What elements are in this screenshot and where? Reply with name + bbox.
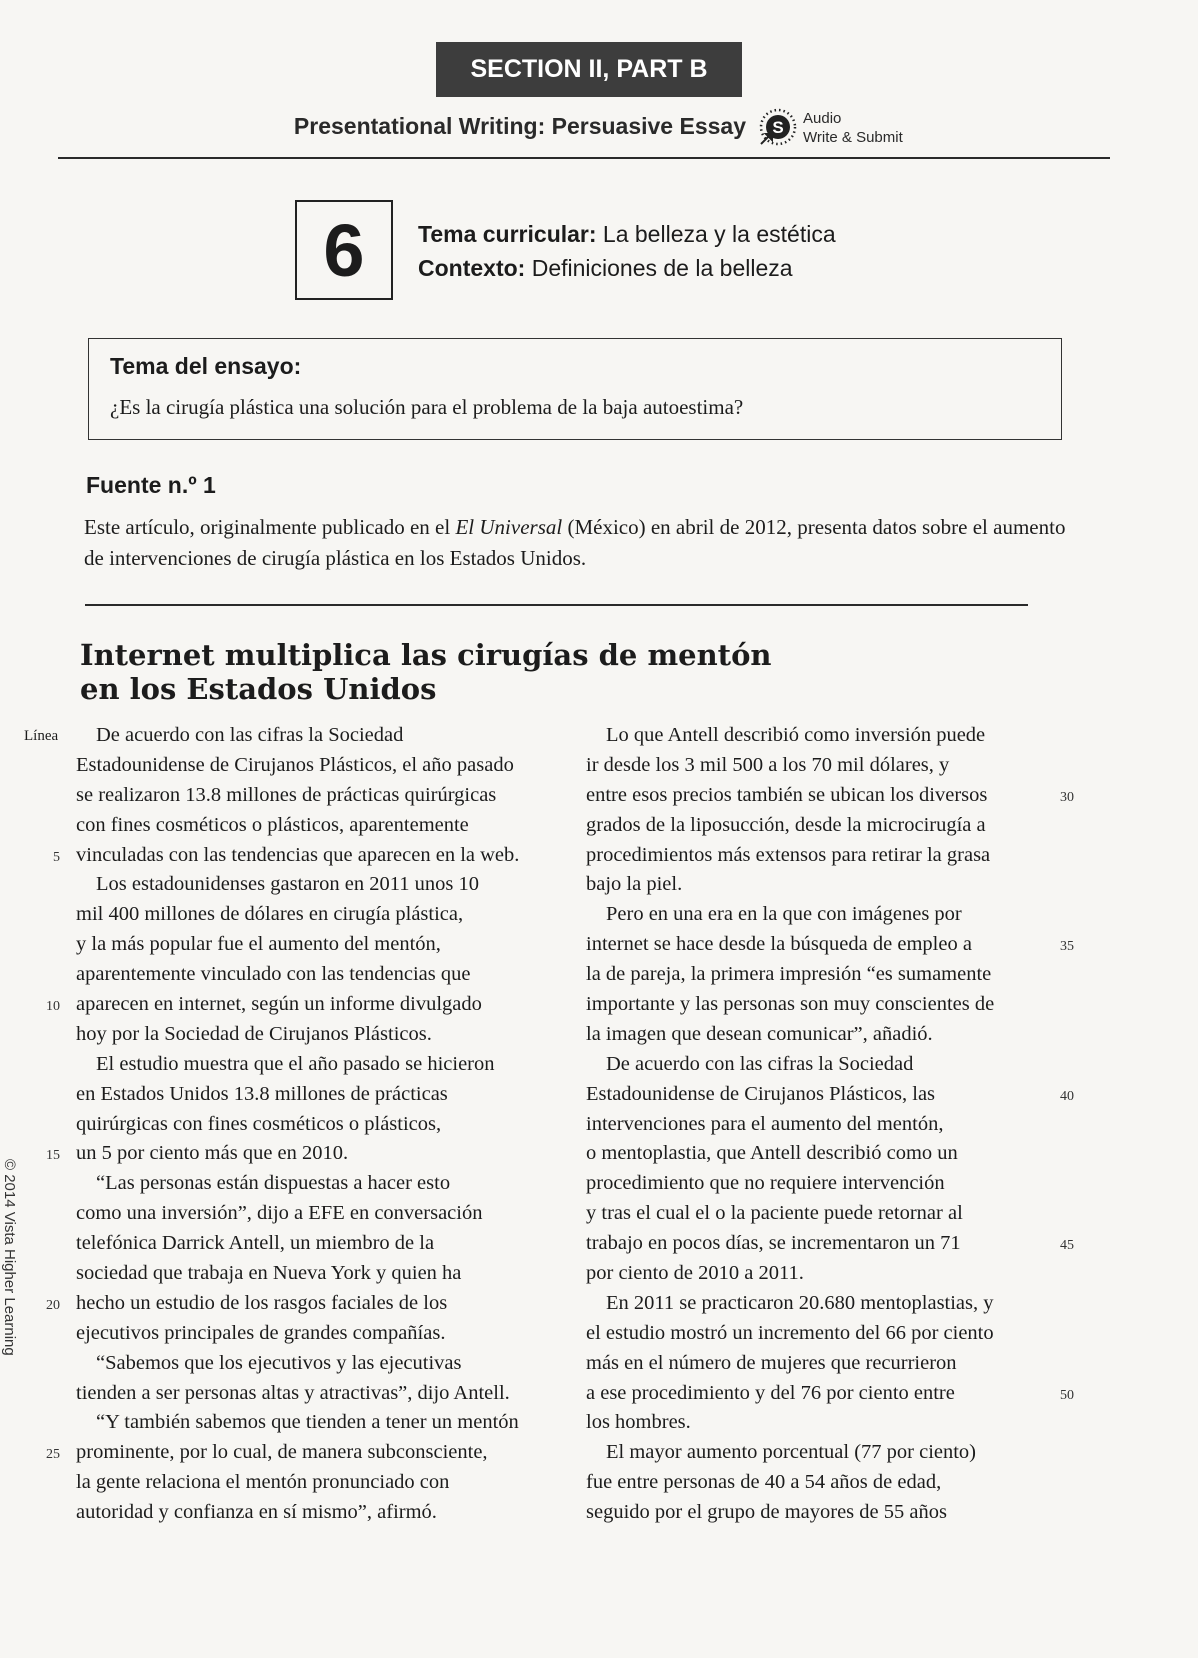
- article-line: [76, 930, 576, 960]
- article-line-text: Estadounidense de Cirujanos Plásticos, el año pasado: [76, 753, 514, 776]
- article-line-text: los hombres.: [586, 1411, 691, 1434]
- write-submit-link[interactable]: Write & Submit: [803, 129, 903, 146]
- article-line-text: prominente, por lo cual, de manera subconsciente,: [76, 1441, 488, 1464]
- article-line: [586, 1020, 1046, 1050]
- article-line: [586, 721, 1046, 751]
- article-line: [586, 960, 1046, 990]
- article-line: [76, 960, 576, 990]
- article-line: [46, 1438, 576, 1468]
- line-number: 15: [46, 1148, 60, 1164]
- tema-label: Tema curricular:: [418, 221, 597, 247]
- article-line-text: y la más popular fue el aumento del mentón,: [76, 933, 441, 956]
- article-line-text: Los estadounidenses gastaron en 2011 unos 10: [96, 873, 479, 896]
- section-banner: SECTION II, PART B: [436, 42, 742, 97]
- linea-label: Línea: [24, 728, 59, 744]
- article-line-text: “Las personas están dispuestas a hacer esto: [96, 1172, 451, 1195]
- article-line-text: importante y las personas son muy conscientes de: [586, 993, 995, 1016]
- article-line-text: aparentemente vinculado con las tendencias que: [76, 963, 471, 986]
- article-line-text: seguido por el grupo de mayores de 55 años: [586, 1501, 947, 1524]
- line-number: 25: [46, 1447, 60, 1463]
- article-line-text: vinculadas con las tendencias que aparecen en la web.: [76, 843, 520, 866]
- page-title: Presentational Writing: Persuasive Essay: [293, 113, 746, 139]
- line-number: 40: [1060, 1088, 1074, 1104]
- article-line-text: por ciento de 2010 a 2011.: [586, 1262, 804, 1285]
- article-line-text: El mayor aumento porcentual (77 por ciento): [606, 1441, 977, 1464]
- article-line: [76, 1319, 576, 1349]
- article-line: [586, 781, 1074, 811]
- article-line: [586, 811, 1046, 841]
- article-headline: [80, 638, 772, 706]
- article-line-text: fue entre personas de 40 a 54 años de edad,: [586, 1471, 942, 1494]
- article-line-text: o mentoplastia, que Antell describió como un: [586, 1142, 958, 1165]
- article-line: [53, 841, 576, 871]
- article-line-text: tienden a ser personas altas y atractivas”, dijo Antell.: [76, 1381, 510, 1404]
- article-line-text: con fines cosméticos o plásticos, aparentemente: [76, 813, 469, 836]
- article-line: [76, 1229, 576, 1259]
- article-line: [586, 841, 1046, 871]
- article-line-text: aparecen en internet, según un informe divulgado: [76, 993, 482, 1016]
- article-line: [76, 870, 576, 900]
- article-line: [76, 721, 576, 751]
- source-publication: El Universal: [455, 515, 563, 539]
- article-line: [586, 1259, 1046, 1289]
- article-line: [586, 751, 1046, 781]
- audio-write-submit-links: [803, 109, 903, 147]
- article-line-text: el estudio mostró un incremento del 66 por ciento: [586, 1321, 994, 1344]
- article-line-text: “Y también sabemos que tienden a tener un mentón: [96, 1411, 519, 1434]
- source-divider: [85, 604, 1028, 606]
- article-line: [76, 1020, 576, 1050]
- line-number: 10: [46, 999, 60, 1015]
- copyright-notice: © 2014 Vista Higher Learning: [1, 1159, 18, 1356]
- article-column-left: [46, 721, 576, 1528]
- article-line-text: se realizaron 13.8 millones de prácticas quirúrgicas: [76, 783, 497, 806]
- article-line: [586, 1438, 1046, 1468]
- article-line: [76, 1050, 576, 1080]
- line-number: 20: [46, 1297, 60, 1313]
- article-line: [586, 1080, 1074, 1110]
- article-line: [586, 1229, 1074, 1259]
- article-line-text: a ese procedimiento y del 76 por ciento entre: [586, 1381, 955, 1404]
- unit-topic: [418, 217, 836, 285]
- article-line-text: hoy por la Sociedad de Cirujanos Plásticos.: [76, 1022, 432, 1045]
- article-line: [586, 1169, 1046, 1199]
- article-line: [586, 1050, 1046, 1080]
- article-line: [586, 1199, 1046, 1229]
- article-line-text: De acuerdo con las cifras la Sociedad: [96, 724, 404, 746]
- source-desc-text: (México) en abril de 2012, presenta datos sobre el aumento de intervenciones de cirugía plástica en los Estados Unidos.: [84, 515, 1066, 570]
- article-line-text: en Estados Unidos 13.8 millones de prácticas: [76, 1082, 448, 1105]
- article-line-text: procedimientos más extensos para retirar la grasa: [586, 843, 991, 866]
- article-line-text: entre esos precios también se ubican los diversos: [586, 783, 988, 806]
- article-line: [46, 1289, 576, 1319]
- article-line: [46, 990, 576, 1020]
- article-line-text: Lo que Antell describió como inversión puede: [606, 724, 986, 746]
- article-line-text: telefónica Darrick Antell, un miembro de la: [76, 1232, 435, 1255]
- article-line-text: la de pareja, la primera impresión “es sumamente: [586, 963, 992, 986]
- article-line: [586, 1319, 1046, 1349]
- article-line-text: internet se hace desde la búsqueda de empleo a: [586, 933, 972, 956]
- article-line: [586, 990, 1046, 1020]
- article-line: [76, 1110, 576, 1140]
- article-line: [76, 1199, 576, 1229]
- svg-text:S: S: [772, 118, 784, 137]
- article-line: [76, 751, 576, 781]
- article-column-right: [586, 721, 1074, 1528]
- article-line-text: sociedad que trabaja en Nueva York y quien ha: [76, 1262, 462, 1285]
- headline-line: Internet multiplica las cirugías de mentón: [80, 638, 772, 672]
- line-number: 50: [1060, 1387, 1074, 1403]
- article-line: [586, 1139, 1046, 1169]
- article-line-text: “Sabemos que los ejecutivos y las ejecutivas: [96, 1351, 462, 1374]
- article-line: [76, 1080, 576, 1110]
- article-line-text: intervenciones para el aumento del mentón,: [586, 1112, 944, 1135]
- article-line-text: más en el número de mujeres que recurrieron: [586, 1351, 957, 1374]
- source-desc-text: Este artículo, originalmente publicado en el: [84, 515, 456, 539]
- article-line: [76, 1468, 576, 1498]
- source-description: [84, 512, 1074, 574]
- article-line-text: mil 400 millones de dólares en cirugía plástica,: [76, 903, 464, 926]
- article-line: [586, 1498, 1046, 1528]
- audio-s-cursor-icon[interactable]: [757, 108, 797, 148]
- source-heading: Fuente n.º 1: [86, 472, 216, 498]
- contexto-value: Definiciones de la belleza: [525, 255, 793, 281]
- article-line: [76, 1498, 576, 1528]
- article-line: [586, 1110, 1046, 1140]
- line-number: 5: [53, 849, 60, 865]
- article-line: [586, 1468, 1046, 1498]
- article-line: [76, 1408, 576, 1438]
- article-line-text: Estadounidense de Cirujanos Plásticos, las: [586, 1082, 936, 1105]
- line-number: 30: [1060, 789, 1074, 805]
- article-line-text: procedimiento que no requiere intervención: [586, 1172, 945, 1195]
- article-line-text: como una inversión”, dijo a EFE en conversación: [76, 1202, 483, 1225]
- essay-label: Tema del ensayo:: [110, 353, 302, 379]
- line-number: 35: [1060, 939, 1074, 955]
- article-line-text: autoridad y confianza en sí mismo”, afirmó.: [76, 1501, 437, 1524]
- article-line-text: grados de la liposucción, desde la microcirugía a: [586, 813, 986, 836]
- article-line: [586, 900, 1046, 930]
- article-line-text: la gente relaciona el mentón pronunciado con: [76, 1471, 450, 1494]
- audio-link[interactable]: Audio: [803, 110, 842, 127]
- article-line-text: quirúrgicas con fines cosméticos o plásticos,: [76, 1112, 442, 1135]
- article-line: [46, 1139, 576, 1169]
- article-line: [76, 900, 576, 930]
- tema-value: La belleza y la estética: [596, 221, 836, 247]
- unit-number: 6: [295, 200, 393, 300]
- headline-line: en los Estados Unidos: [80, 672, 437, 706]
- article-line-text: hecho un estudio de los rasgos faciales de los: [76, 1291, 448, 1314]
- article-line-text: trabajo en pocos días, se incrementaron un 71: [586, 1232, 961, 1255]
- article-line: [586, 1289, 1046, 1319]
- article-line-text: la imagen que desean comunicar”, añadió.: [586, 1022, 933, 1045]
- article-line-text: En 2011 se practicaron 20.680 mentoplastias, y: [606, 1291, 994, 1314]
- article-line-text: De acuerdo con las cifras la Sociedad: [606, 1052, 914, 1075]
- article-line: [586, 930, 1074, 960]
- article-line: [586, 1408, 1046, 1438]
- article-line: [76, 1349, 576, 1379]
- article-line-text: un 5 por ciento más que en 2010.: [76, 1142, 349, 1165]
- article-line: [586, 1349, 1046, 1379]
- article-line-text: ir desde los 3 mil 500 a los 70 mil dólares, y: [586, 753, 950, 776]
- article-line: [76, 811, 576, 841]
- header-divider: [58, 157, 1110, 159]
- article-line-text: Pero en una era en la que con imágenes por: [606, 903, 962, 926]
- article-line: [76, 1379, 576, 1409]
- contexto-label: Contexto:: [418, 255, 526, 281]
- article-line-text: bajo la piel.: [586, 873, 683, 896]
- article-line: [76, 1169, 576, 1199]
- article-line: [586, 1379, 1074, 1409]
- line-number: 45: [1060, 1238, 1074, 1254]
- article-line: [76, 1259, 576, 1289]
- essay-question: ¿Es la cirugía plástica una solución para el problema de la baja autoestima?: [110, 395, 744, 419]
- article-line: [76, 781, 576, 811]
- article-line-text: El estudio muestra que el año pasado se hicieron: [96, 1052, 495, 1075]
- article-line: [586, 870, 1046, 900]
- article-line-text: y tras el cual el o la paciente puede retornar al: [586, 1202, 963, 1225]
- article-line-text: ejecutivos principales de grandes compañías.: [76, 1321, 446, 1344]
